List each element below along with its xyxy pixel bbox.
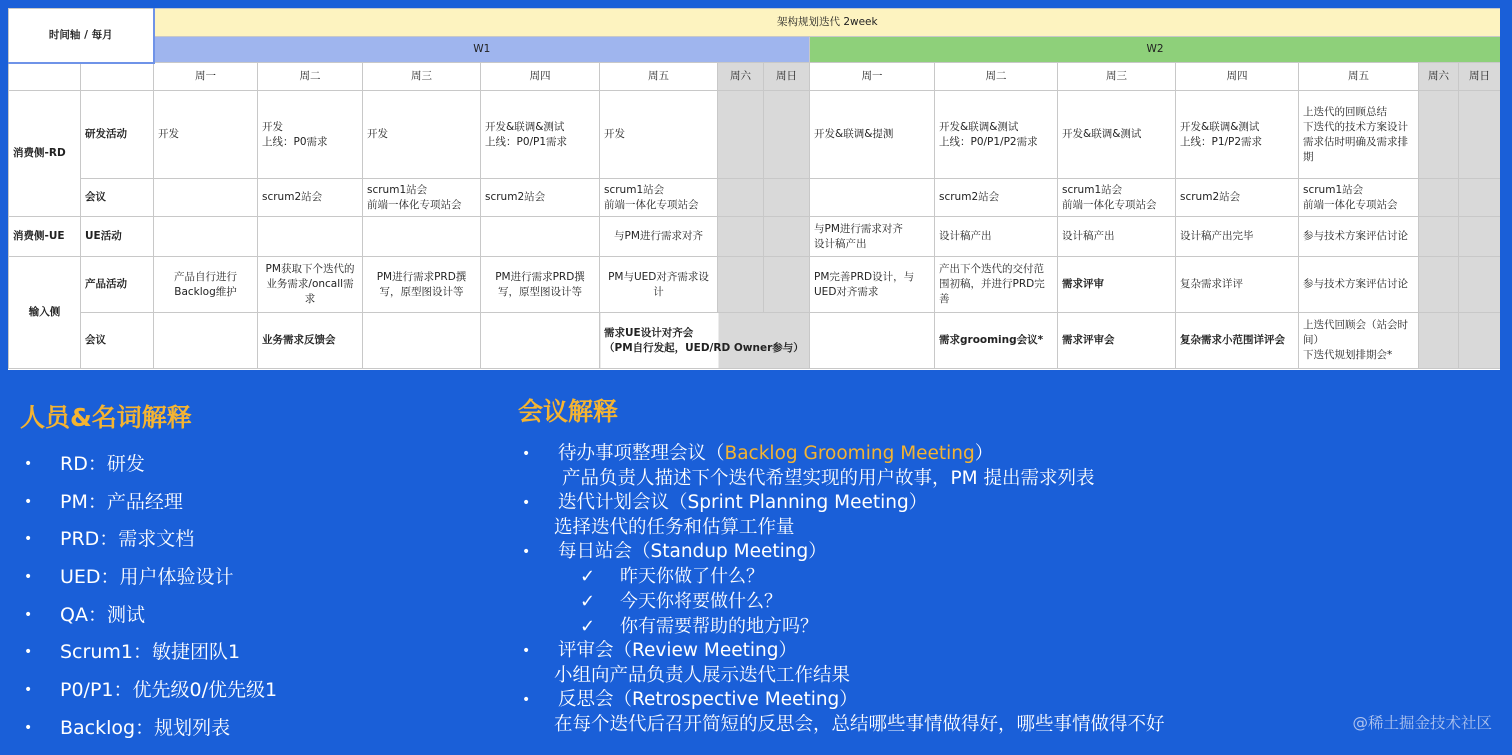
bullet-icon: •: [24, 493, 33, 510]
weekend-cell: [1419, 179, 1459, 217]
bullet-icon: •: [24, 682, 33, 699]
cell: 参与技术方案评估讨论: [1299, 217, 1419, 257]
cell: [154, 313, 258, 369]
weekend-cell: [1419, 257, 1459, 313]
row-label-rd-meeting: 会议: [81, 179, 154, 217]
day-header: 周五: [600, 63, 718, 91]
bullet-icon: •: [24, 719, 33, 736]
weekend-cell: [1459, 257, 1501, 313]
day-header: 周日: [1459, 63, 1501, 91]
bullet-icon: •: [522, 643, 531, 659]
cell: 上迭代回顾会（站会时间） 下迭代规划排期会*: [1299, 313, 1419, 369]
bullet-icon: •: [24, 644, 33, 661]
cell: 与PM进行需求对齐 设计稿产出: [810, 217, 935, 257]
cell: 开发&联调&测试 上线：P1/P2需求: [1176, 91, 1299, 179]
glossary-item: • Scrum1：敏捷团队1: [20, 634, 490, 672]
cell: [258, 217, 363, 257]
glossary-item: • PRD：需求文档: [20, 521, 490, 559]
day-header: 周一: [810, 63, 935, 91]
cell: 上迭代的回顾总结 下迭代的技术方案设计 需求估时明确及需求排期: [1299, 91, 1419, 179]
row-label-ue-activity: UE活动: [81, 217, 154, 257]
weekend-cell: [718, 257, 764, 313]
cell: scrum2站会: [1176, 179, 1299, 217]
cell: 与PM进行需求对齐: [600, 217, 718, 257]
day-header: 周二: [258, 63, 363, 91]
meeting-desc: 产品负责人描述下个迭代希望实现的用户故事，PM 提出需求列表: [562, 468, 1095, 489]
cell: [810, 179, 935, 217]
glossary-section: [20, 398, 490, 748]
weekend-cell: [1459, 179, 1501, 217]
cell: [481, 313, 600, 369]
weekend-cell: [764, 179, 810, 217]
cell: scrum1站会 前端一体化专项站会: [1058, 179, 1176, 217]
cell: 设计稿产出: [1058, 217, 1176, 257]
weekend-cell: [718, 91, 764, 179]
bullet-icon: •: [24, 606, 33, 623]
cell: PM与UED对齐需求设计: [600, 257, 718, 313]
timeline-header: 时间轴 / 每月: [9, 9, 154, 63]
day-header: 周二: [935, 63, 1058, 91]
bullet-icon: •: [24, 531, 33, 548]
day-header: 周五: [1299, 63, 1419, 91]
cell: scrum1站会 前端一体化专项站会: [1299, 179, 1419, 217]
cell: 复杂需求小范围详评会: [1176, 313, 1299, 369]
cell: 开发&联调&测试: [1058, 91, 1176, 179]
glossary-item: • RD：研发: [20, 446, 490, 484]
cell: 开发&联调&测试 上线：P0/P1/P2需求: [935, 91, 1058, 179]
weekend-cell: [1459, 217, 1501, 257]
glossary-item: • PM：产品经理: [20, 484, 490, 522]
day-header: 周六: [1419, 63, 1459, 91]
watermark: @稀土掘金技术社区: [1352, 714, 1492, 732]
cell: 开发: [363, 91, 481, 179]
group-rd: 消费侧-RD: [9, 91, 81, 217]
day-header: 周三: [363, 63, 481, 91]
cell: 需求评审会: [1058, 313, 1176, 369]
cell: 需求评审: [1058, 257, 1176, 313]
weekend-cell: [764, 217, 810, 257]
weekend-cell: [718, 217, 764, 257]
cell: PM获取下个迭代的业务需求/oncall需求: [258, 257, 363, 313]
cell: PM完善PRD设计，与UED对齐需求: [810, 257, 935, 313]
meetings-section: [518, 392, 1298, 737]
weekend-cell: [1459, 313, 1501, 369]
iteration-title: 架构规划迭代 2week: [154, 9, 1501, 37]
standup-question: ✓ 昨天你做了什么？: [580, 566, 764, 587]
standup-question: ✓ 你有需要帮助的地方吗？: [580, 616, 818, 637]
week-1-header: W1: [154, 37, 810, 63]
meeting-desc: 小组向产品负责人展示迭代工作结果: [554, 665, 851, 686]
weekend-cell: [1459, 91, 1501, 179]
group-input: 输入侧: [9, 257, 81, 369]
cell: 复杂需求详评: [1176, 257, 1299, 313]
standup-question: ✓ 今天你将要做什么？: [580, 591, 782, 612]
checkmark-icon: ✓: [580, 566, 596, 587]
cell: PM进行需求PRD撰写，原型图设计等: [363, 257, 481, 313]
bullet-icon: •: [24, 569, 33, 586]
day-header: 周一: [154, 63, 258, 91]
cell: 开发&联调&提测: [810, 91, 935, 179]
cell: 业务需求反馈会: [258, 313, 363, 369]
day-header: 周三: [1058, 63, 1176, 91]
cell: 参与技术方案评估讨论: [1299, 257, 1419, 313]
meeting-review: • 评审会（Review Meeting）: [522, 640, 797, 661]
bullet-icon: •: [522, 446, 531, 462]
glossary-item: • QA：测试: [20, 597, 490, 635]
cell: scrum2站会: [258, 179, 363, 217]
cell: 开发: [600, 91, 718, 179]
weekend-cell: [764, 91, 810, 179]
cell: scrum2站会: [481, 179, 600, 217]
cell: [154, 217, 258, 257]
day-header: 周四: [481, 63, 600, 91]
weekend-cell: [1419, 91, 1459, 179]
cell: [363, 217, 481, 257]
day-header: 周四: [1176, 63, 1299, 91]
cell: [154, 179, 258, 217]
cell: 开发&联调&测试 上线：P0/P1需求: [481, 91, 600, 179]
cell: [481, 217, 600, 257]
weekend-cell: [764, 257, 810, 313]
bullet-icon: •: [522, 692, 531, 708]
weekend-cell: [718, 179, 764, 217]
meeting-desc: 选择迭代的任务和估算工作量: [554, 517, 795, 538]
checkmark-icon: ✓: [580, 591, 596, 612]
bullet-icon: •: [522, 495, 531, 511]
cell: 设计稿产出: [935, 217, 1058, 257]
weekend-cell: [1419, 313, 1459, 369]
glossary-item: • Backlog：规划列表: [20, 710, 490, 748]
cell: 产出下个迭代的交付范围初稿，并进行PRD完善: [935, 257, 1058, 313]
meeting-standup: • 每日站会（Standup Meeting）: [522, 541, 827, 562]
row-label-product-meeting: 会议: [81, 313, 154, 369]
cell: scrum2站会: [935, 179, 1058, 217]
meeting-retro: • 反思会（Retrospective Meeting）: [522, 689, 858, 710]
meeting-desc: 在每个迭代后召开简短的反思会，总结哪些事情做得好，哪些事情做得不好: [554, 714, 1165, 735]
cell: 开发 上线：P0需求: [258, 91, 363, 179]
glossary-item: • UED：用户体验设计: [20, 559, 490, 597]
cell: scrum1站会 前端一体化专项站会: [600, 179, 718, 217]
day-header: 周六: [718, 63, 764, 91]
weekend-cell: [1419, 217, 1459, 257]
row-label-rd-dev: 研发活动: [81, 91, 154, 179]
iteration-plan-sheet: [8, 8, 1500, 370]
cell: [810, 313, 935, 369]
checkmark-icon: ✓: [580, 616, 596, 637]
group-ue: 消费侧-UE: [9, 217, 81, 257]
cell: 开发: [154, 91, 258, 179]
row-label-product-activity: 产品活动: [81, 257, 154, 313]
cell: scrum1站会 前端一体化专项站会: [363, 179, 481, 217]
meetings-title: 会议解释: [518, 397, 619, 426]
bullet-icon: •: [522, 544, 531, 560]
glossary-item: • P0/P1：优先级0/优先级1: [20, 672, 490, 710]
week-2-header: W2: [810, 37, 1501, 63]
meeting-planning: • 迭代计划会议（Sprint Planning Meeting）: [522, 492, 928, 513]
cell: 设计稿产出完毕: [1176, 217, 1299, 257]
cell: PM进行需求PRD撰写，原型图设计等: [481, 257, 600, 313]
meeting-backlog: • 待办事项整理会议（Backlog Grooming Meeting）: [522, 443, 994, 464]
cell: [363, 313, 481, 369]
cell: 产品自行进行Backlog维护: [154, 257, 258, 313]
glossary-title: 人员&名词解释: [20, 403, 192, 432]
cell: 需求UE设计对齐会 （PM自行发起，UED/RD Owner参与）: [600, 313, 810, 369]
bullet-icon: •: [24, 456, 33, 472]
day-header: 周日: [764, 63, 810, 91]
cell: 需求grooming会议*: [935, 313, 1058, 369]
